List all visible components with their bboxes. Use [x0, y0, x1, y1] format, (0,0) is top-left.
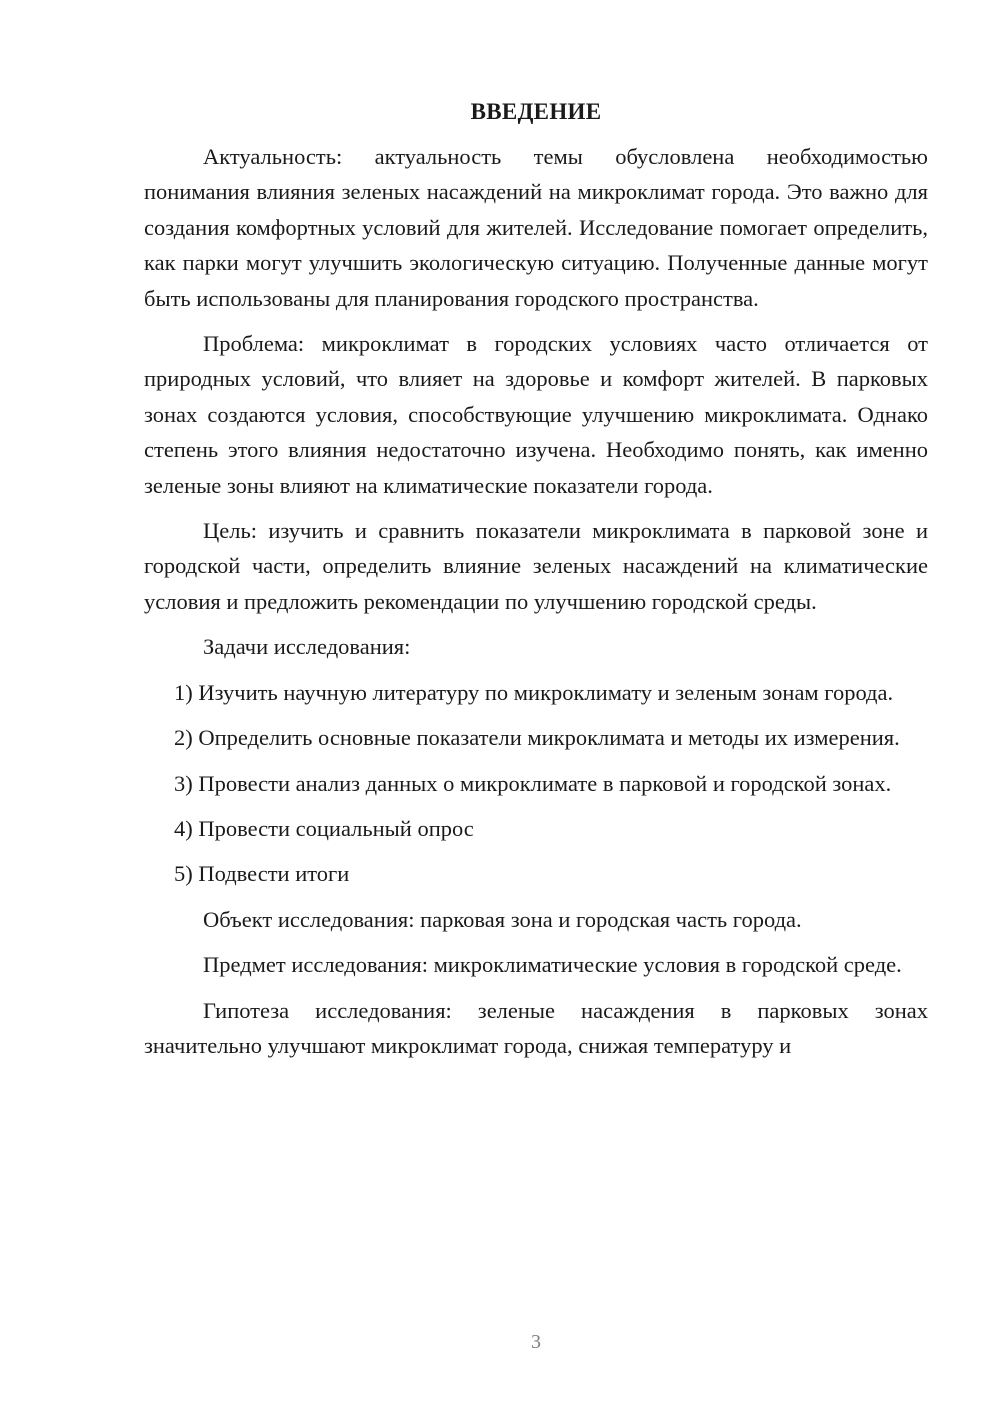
- task-item-4: 4) Провести социальный опрос: [174, 815, 474, 841]
- task-item-1: 1) Изучить научную литературу по микроклимату и зеленым зонам города.: [174, 679, 894, 705]
- page-content: [144, 94, 928, 1073]
- page-number: 3: [531, 1331, 541, 1353]
- paragraph-goal: Цель: изучить и сравнить показатели микроклимата в парковой зоне и городской части, определить влияние зеленых насаждений на климатические условия и предложить рекомендации по улучшению городской среды.: [144, 518, 928, 614]
- task-item-3: 3) Провести анализ данных о микроклимате в парковой и городской зонах.: [174, 770, 892, 796]
- paragraph-object: Объект исследования: парковая зона и городская часть города.: [203, 906, 802, 932]
- paragraph-relevance: Актуальность: актуальность темы обусловлена необходимостью понимания влияния зеленых насаждений на микроклимат города. Это важно для создания комфортных условий для жителей. Исследование помогает определить, как парки могут улучшить экологическую ситуацию. Полученные данные могут быть использованы для планирования городского пространства.: [144, 144, 928, 311]
- task-item-5: 5) Подвести итоги: [174, 861, 350, 887]
- paragraph-hypothesis: Гипотеза исследования: зеленые насаждения в парковых зонах значительно улучшают микроклимат города, снижая температуру и: [144, 997, 928, 1058]
- tasks-heading: Задачи исследования:: [203, 634, 411, 660]
- paragraph-problem: Проблема: микроклимат в городских условиях часто отличается от природных условий, что влияет на здоровье и комфорт жителей. В парковых зонах создаются условия, способствующие улучшению микроклимата. Однако степень этого влияния недостаточно изучена. Необходимо понять, как именно зеленые зоны влияют на климатические показатели города.: [144, 331, 928, 498]
- task-item-2: 2) Определить основные показатели микроклимата и методы их измерения.: [174, 725, 900, 751]
- section-title: ВВЕДЕНИЕ: [470, 99, 602, 124]
- paragraph-subject: Предмет исследования: микроклиматические условия в городской среде.: [203, 952, 902, 978]
